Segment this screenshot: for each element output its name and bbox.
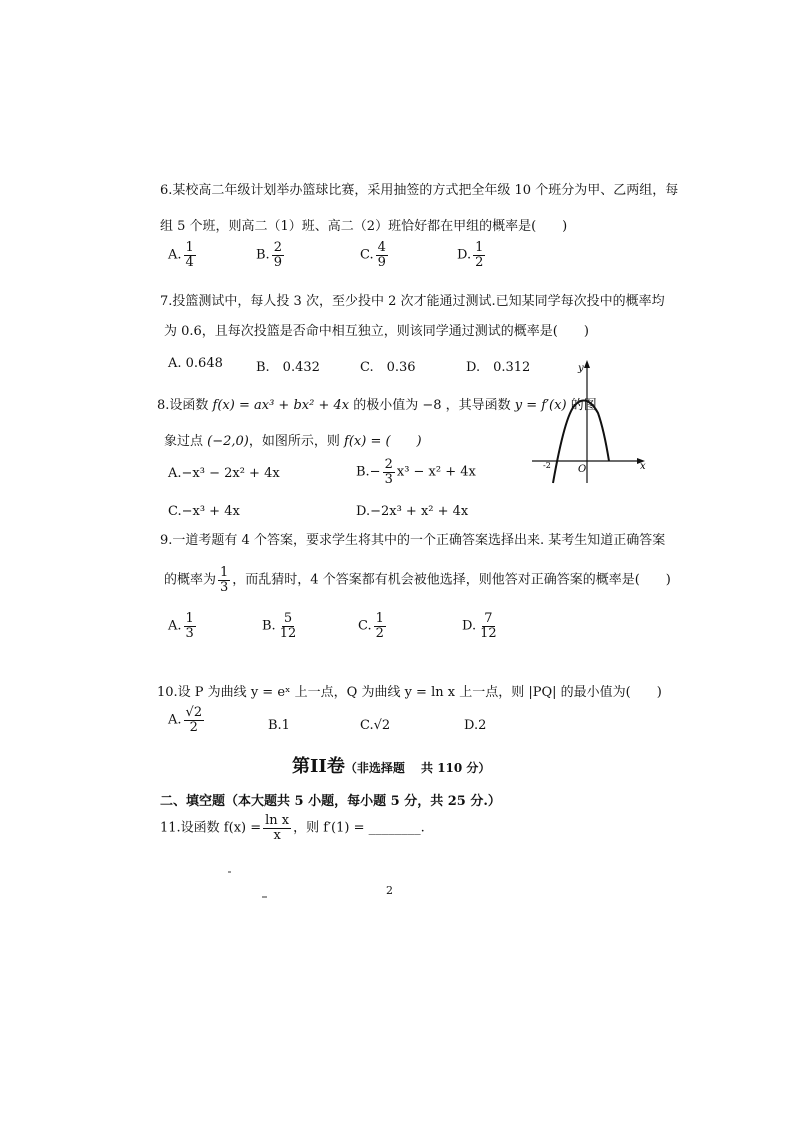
y-axis-arrow (584, 360, 590, 368)
q10-line: 10.设 P 为曲线 y = eˣ 上一点，Q 为曲线 y = ln x 上一点，则 |PQ| 的最小值为( ) (157, 685, 662, 700)
section2-subtitle: （非选择题 共 110 分） (344, 761, 491, 775)
x-axis-label: x (640, 461, 646, 472)
q6-line1: 6.某校高二年级计划举办篮球比赛，采用抽签的方式把全年级 10 个班分为甲、乙两组，每 (160, 183, 679, 198)
q7-option-d: D. 0.312 (466, 360, 531, 375)
q8-derivative-graph (530, 355, 655, 485)
q6-option-d: D. $\frac{1}{2}$ (457, 240, 484, 270)
q10-option-a: A. $\frac{√2}{2}$ (168, 705, 203, 735)
q7-line2: 为 0.6，且每次投篮是否命中相互独立，则该同学通过测试的概率是( ) (164, 324, 589, 339)
q6-option-b: B. $\frac{2}{9}$ (256, 240, 282, 270)
q8-option-c: C.−x³ + 4x (168, 504, 240, 519)
q10-option-c: C.√2 (360, 718, 391, 733)
q9-line1: 9.一道考题有 4 个答案，要求学生将其中的一个正确答案选择出来. 某考生知道正确答案 (160, 533, 666, 548)
q8-option-a: A.−x³ − 2x² + 4x (168, 466, 280, 481)
q10-option-b: B.1 (268, 718, 290, 733)
y-axis-label: y (578, 363, 584, 374)
q6-line2: 组 5 个班，则高二（1）班、高二（2）班恰好都在甲组的概率是( ) (160, 219, 568, 234)
q8-option-d: D.−2x³ + x² + 4x (356, 504, 469, 519)
q9-option-b: B. $\frac{5}{12}$ (262, 611, 297, 641)
q9-option-d: D. $\frac{7}{12}$ (462, 611, 497, 641)
q7-line1: 7.投篮测试中，每人投 3 次，至少投中 2 次才能通过测试.已知某同学每次投中的概率均 (160, 294, 665, 309)
q8-option-b: B.− $\frac{2}{3}$ x³ − x² + 4x (356, 457, 476, 487)
q8-line2: 象过点 (−2,0)，如图所示，则 f(x) = ( ) (164, 434, 422, 449)
q7-option-c: C. 0.36 (360, 360, 416, 375)
q10-option-d: D.2 (464, 718, 487, 733)
x-tick-label: -2 (543, 461, 551, 470)
q9-option-c: C. $\frac{1}{2}$ (358, 611, 384, 641)
q11-line: 11.设函数 f(x) = $\frac{\text{ln x}}{x}$ ，则 f′(1) = ________. (160, 813, 425, 843)
scan-speck (262, 896, 267, 898)
page-number: 2 (386, 884, 393, 897)
q7-option-b: B. 0.432 (256, 360, 320, 375)
section2-title: 第II卷（非选择题 共 110 分） (292, 756, 491, 777)
q6-option-a: A. $\frac{1}{4}$ (168, 240, 194, 270)
scan-speck (228, 871, 231, 873)
q7-option-a: A. 0.648 (168, 356, 223, 371)
origin-label: O (578, 464, 587, 475)
section2-heading: 二、填空题（本大题共 5 小题，每小题 5 分，共 25 分.） (160, 794, 501, 809)
q9-option-a: A. $\frac{1}{3}$ (168, 611, 194, 641)
q9-line2: 的概率为 $\frac{1}{3}$ ，而乱猜时，4 个答案都有机会被他选择，则他答对正确答案的概率是( ) (164, 565, 671, 595)
q6-option-c: C. $\frac{4}{9}$ (360, 240, 386, 270)
q8-line1: 8.设函数 f(x) = ax³ + bx² + 4x 的极小值为 −8 ，其导函数 y = f′(x) 的图 (157, 398, 597, 413)
